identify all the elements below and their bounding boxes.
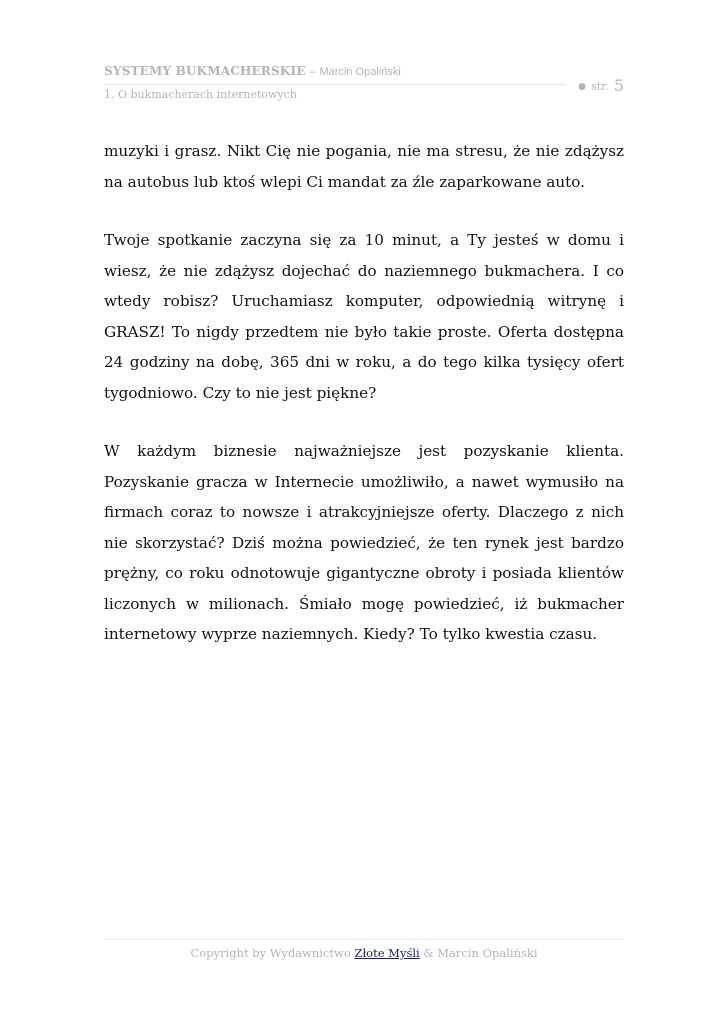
copyright-text: Copyright by Wydawnictwo [190,946,351,960]
page-header [104,64,624,104]
page-label: str. [591,80,609,93]
footer-divider [104,939,624,940]
header-divider [104,84,566,85]
header-author: Marcin Opaliński [319,66,401,78]
page-body [104,136,624,678]
copyright-author: & Marcin Opaliński [423,946,538,960]
page-number-block [578,76,624,95]
book-title: SYSTEMY BUKMACHERSKIE [104,64,306,78]
publisher-link[interactable]: Złote Myśli [354,946,420,960]
running-title [104,64,401,78]
page-number: 5 [613,76,624,95]
title-separator: – [309,66,316,78]
section-title: 1. O bukmacherach internetowych [104,88,297,101]
bullet-icon: ● [578,82,586,92]
page-footer [104,946,624,960]
paragraph-2: Twoje spotkanie zaczyna się za 10 minut, a Ty jesteś w domu i wiesz, że nie zdążysz dojechać do naziemnego bukmachera. I co wtedy robisz? Uruchamiasz komputer, odpowiednią witrynę i GRASZ! To nigdy przedtem nie było takie proste. Oferta dostępna 24 godziny na dobę, 365 dni w roku, a do tego kilka tysięcy ofert tygodniowo. Czy to nie jest piękne? [104,231,624,402]
paragraph-3: W każdym biznesie najważniejsze jest pozyskanie klienta. Pozyskanie gracza w Internecie umożliwiło, a nawet wymusiło na firmach coraz to nowsze i atrakcyjniejsze oferty. Dlaczego z nich nie skorzystać? Dziś można powiedzieć, że ten rynek jest bardzo prężny, co roku odnotowuje gigantyczne obroty i posiada klientów liczonych w milionach. Śmiało mogę powiedzieć, iż bukmacher internetowy wyprze naziemnych. Kiedy? To tylko kwestia czasu. [104,442,624,643]
paragraph-1: muzyki i grasz. Nikt Cię nie pogania, nie ma stresu, że nie zdążysz na autobus lub ktoś wlepi Ci mandat za źle zaparkowane auto. [104,142,624,191]
